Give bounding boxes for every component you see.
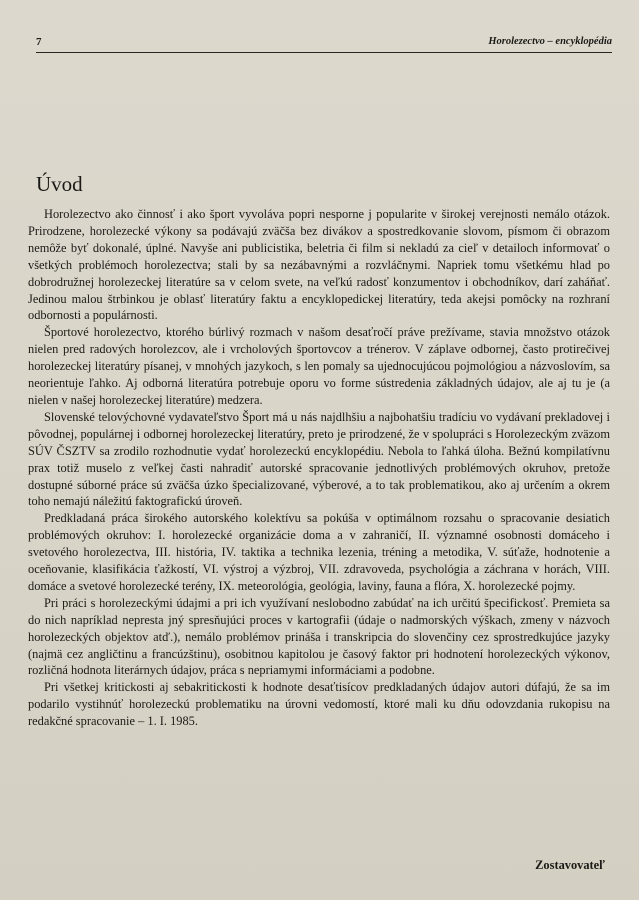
running-header bbox=[36, 36, 612, 53]
paragraph: Horolezectvo ako činnosť i ako šport vyvoláva popri nesporne j popularite v širokej verejnosti nemálo otázok. Prirodzene, horolezecké výkony sa podávajú zväčša bez divákov a spostredkovanie slovom, písmom či obrazom nemôže byť dokonalé, úplné. Navyše ani publicistika, beletria či film si nekladú za cieľ v detailoch informovať o všetkých problémoch horolezectva; stali by sa nezábavnými a rozvláčnymi. Napriek tomu všetkému hlad po dobrodružnej horolezeckej literatúre sa v celom svete, na veľkú radosť konzumentov i obchodníkov, darí zaháňať. Jedinou malou štrbinkou je oblasť literatúry faktu a encyklopedickej literatúry, teda akejsi pomôcky na rozhraní odbornosti a populárnosti. bbox=[28, 207, 610, 323]
section-title: Úvod bbox=[36, 172, 83, 196]
body-text bbox=[28, 206, 610, 730]
paragraph: Pri všetkej kritickosti aj sebakritickosti k hodnote desaťtisícov predkladaných údajov autori dúfajú, že sa im podarilo vystihnúť horolezeckú problematiku na úrovni vedomostí, ktoré mali ku dňu odovzdania rukopisu na redakčné spracovanie – 1. I. 1985. bbox=[28, 680, 610, 729]
signature: Zostavovateľ bbox=[535, 858, 605, 872]
paragraph: Predkladaná práca širokého autorského kolektívu sa pokúša v optimálnom rozsahu o spracovanie desiatich problémových okruhov: I. horolezecké organizácie doma a v zahraničí, II. významné osobnosti domáceho i svetového horolezectva, III. história, IV. taktika a technika lezenia, tréning a metodika, V. súťaže, hodnotenie a oceňovanie, klasifikácia ťažkostí, VI. výstroj a výzbroj, VII. zdravoveda, psychológia a záchrana v horách, VIII. domáce a svetové horolezecké terény, IX. meteorológia, geológia, laviny, fauna a flóra, X. horolezecké pojmy. bbox=[28, 511, 610, 593]
running-header-title: Horolezectvo – encyklopédia bbox=[488, 36, 612, 47]
paragraph: Slovenské telovýchovné vydavateľstvo Šport má u nás najdlhšiu a najbohatšiu tradíciu vo vydávaní prekladovej i pôvodnej, populárnej i odbornej horolezeckej literatúry, preto je prirodzené, že v spolupráci s Horolezeckým zväzom SÚV ČSZTV sa zrodilo rozhodnutie vydať horolezeckú encyklopédiu. Nebola to ľahká úloha. Bežnú kompilatívnu prax totiž muselo z veľkej časti nahradiť autorské spracovanie jednotlivých problémových okruhov, pretože dostupné súborné práce sú zväčša úzko špecializované, výberové, a to tak problematikou, ako aj určením a okrem toho nemajú náležitú faktografickú úroveň. bbox=[28, 409, 610, 509]
paragraph: Pri práci s horolezeckými údajmi a pri ich využívaní neslobodno zabúdať na ich určitú špecifickosť. Premieta sa do nich napríklad nepresta jný spresňujúci proces v kartografii (údaje o nadmorských výškach, zmeny v názvoch horolezeckých objektov atď.), nemálo problémov prináša i transkripcia do slovenčiny cez sprostredkujúce jazyky (najmä cez angličtinu a francúzštinu), osobitnou kapitolou je časový faktor pri hodnotení horolezeckých výkonov, rozličná hodnota literárnych údajov, práca s nepriamymi informáciami a podobne. bbox=[28, 595, 610, 678]
paragraph: Športové horolezectvo, ktorého búrlivý rozmach v našom desaťročí práve prežívame, stavia množstvo otázok nielen pred radových horolezcov, ale i vrcholových športovcov a trénerov. V záplave odbornej, často protirečivej horolezeckej literatúry písanej, v mnohých jazykoch, s len pomaly sa ujednocujúcou pojmológiou a názvoslovím, sa neorientuje ľahko. Aj odborná literatúra potrebuje oporu vo forme sústredenia základných údajov, ale aj tu je (a nielen v našej horolezeckej literatúre) medzera. bbox=[28, 325, 610, 407]
page-number: 7 bbox=[36, 36, 42, 48]
